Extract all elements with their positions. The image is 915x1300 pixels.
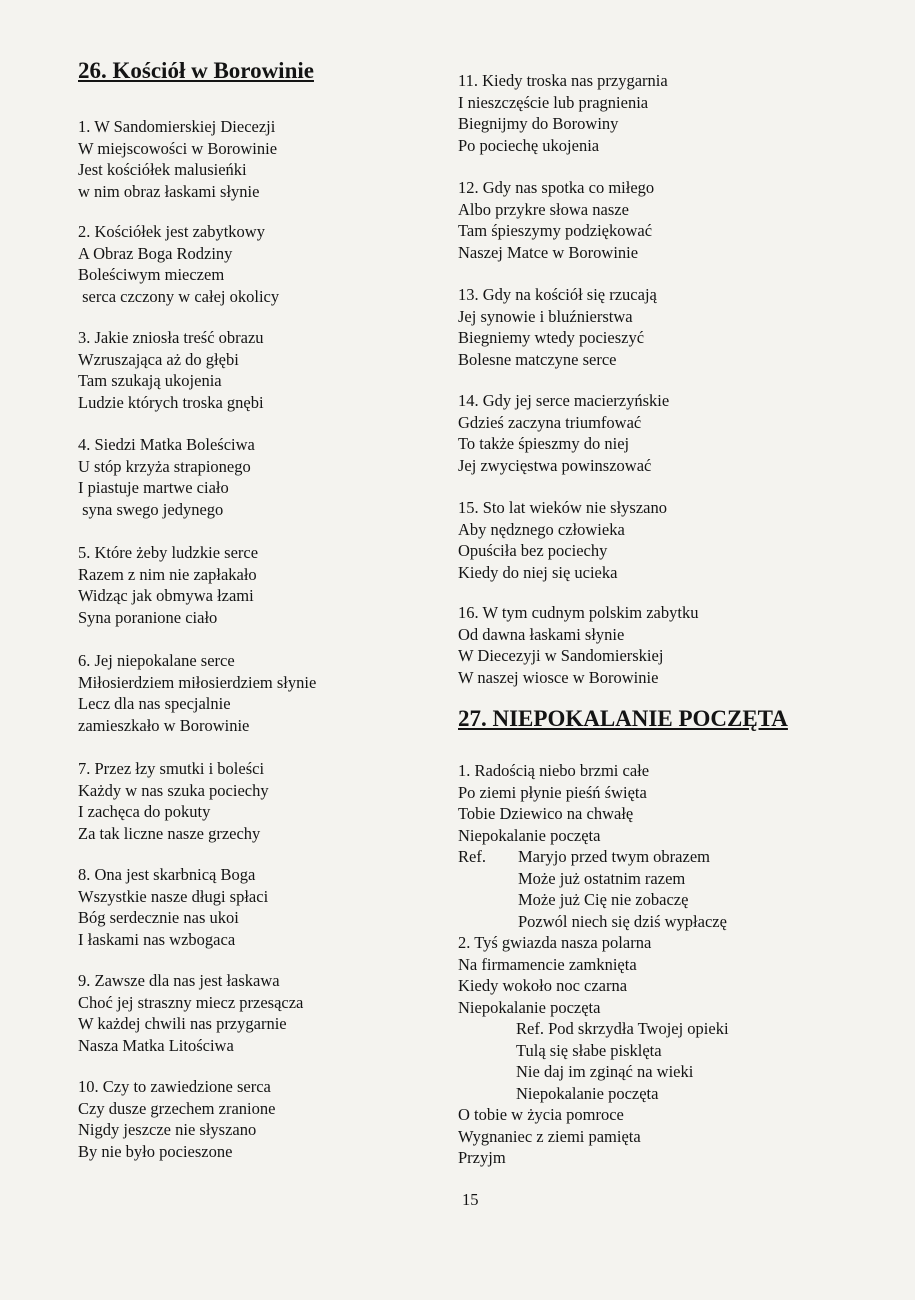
verse-line: syna swego jedynego <box>78 499 224 519</box>
verse-line: Tulą się słabe pisklęta <box>516 1040 662 1060</box>
verse-line: 9. Zawsze dla nas jest łaskawa <box>78 971 280 990</box>
verse-line: I łaskami nas wzbogaca <box>78 929 236 949</box>
verse-line: 6. Jej niepokalane serce <box>78 651 235 670</box>
verse-line: Wszystkie nasze długi spłaci <box>78 886 269 906</box>
verse-line: Naszej Matce w Borowinie <box>458 242 639 262</box>
song-26-title: 26. Kościół w Borowinie <box>78 58 314 83</box>
verse-line: Kiedy do niej się ucieka <box>458 562 618 582</box>
verse-line: 14. Gdy jej serce macierzyńskie <box>458 391 670 410</box>
verse-line: 2. Kościółek jest zabytkowy <box>78 222 265 241</box>
verse-line: I piastuje martwe ciało <box>78 478 229 497</box>
verse-line: Opuściła bez pociechy <box>458 541 608 560</box>
stanza-9 <box>78 970 303 1056</box>
verse-line: Każdy w nas szuka pociechy <box>78 780 269 800</box>
verse-line: Maryjo przed twym obrazem <box>518 847 710 866</box>
verse-line: 1. W Sandomierskiej Diecezji <box>78 117 276 136</box>
verse-line: Lecz dla nas specjalnie <box>78 694 231 713</box>
verse-line: 4. Siedzi Matka Boleściwa <box>78 435 255 454</box>
stanza-3 <box>78 327 264 413</box>
refrain-label: Ref. <box>458 847 486 866</box>
verse-line: Gdzieś zaczyna triumfować <box>458 412 642 432</box>
verse-line: Na firmamencie zamknięta <box>458 954 637 974</box>
verse-line: Tam śpieszymy podziękować <box>458 221 653 240</box>
song-27-refrain-2 <box>458 1018 729 1104</box>
verse-line: 13. Gdy na kościół się rzucają <box>458 285 657 304</box>
verse-line: Od dawna łaskami słynie <box>458 624 625 644</box>
verse-line: Widząc jak obmywa łzami <box>78 586 254 605</box>
verse-line: Może już ostatnim razem <box>518 868 686 888</box>
verse-line: Boleściwym mieczem <box>78 265 225 284</box>
verse-line: O tobie w życia pomroce <box>458 1105 624 1124</box>
verse-line: 15. Sto lat wieków nie słyszano <box>458 498 667 517</box>
verse-line: w nim obraz łaskami słynie <box>78 181 260 201</box>
verse-line: Bóg serdecznie nas ukoi <box>78 908 239 927</box>
verse-line: Czy dusze grzechem zranione <box>78 1098 276 1118</box>
verse-line: serca czczony w całej okolicy <box>78 286 280 306</box>
verse-line: Przyjm <box>458 1148 506 1167</box>
verse-line: Za tak liczne nasze grzechy <box>78 823 261 843</box>
verse-line: 3. Jakie zniosła treść obrazu <box>78 328 264 347</box>
stanza-1 <box>78 116 277 202</box>
verse-line: Niepokalanie poczęta <box>516 1083 659 1103</box>
stanza-2 <box>78 221 279 307</box>
song-27-refrain-1 <box>458 846 727 932</box>
verse-line: W każdej chwili nas przygarnie <box>78 1014 287 1033</box>
verse-line: Bolesne matczyne serce <box>458 349 617 369</box>
verse-line: W naszej wiosce w Borowinie <box>458 667 659 687</box>
verse-line: 16. W tym cudnym polskim zabytku <box>458 603 699 622</box>
verse-line: Tobie Dziewico na chwałę <box>458 804 634 823</box>
verse-line: Nigdy jeszcze nie słyszano <box>78 1120 257 1139</box>
verse-line: Ref. Pod skrzydła Twojej opieki <box>516 1019 729 1038</box>
verse-line: Niepokalanie poczęta <box>458 997 601 1017</box>
verse-line: Albo przykre słowa nasze <box>458 199 629 219</box>
verse-line: Po pociechę ukojenia <box>458 135 600 155</box>
verse-line: 1. Radością niebo brzmi całe <box>458 761 650 780</box>
stanza-7 <box>78 758 269 844</box>
verse-line: Syna poranione ciało <box>78 607 218 627</box>
stanza-15 <box>458 497 667 583</box>
verse-line: zamieszkało w Borowinie <box>78 715 250 735</box>
verse-line: Wygnaniec z ziemi pamięta <box>458 1126 641 1146</box>
verse-line: By nie było pocieszone <box>78 1141 233 1161</box>
verse-line: Biegnijmy do Borowiny <box>458 114 619 133</box>
verse-line: Może już Cię nie zobaczę <box>518 890 689 909</box>
stanza-5 <box>78 542 258 628</box>
verse-line: 7. Przez łzy smutki i boleści <box>78 759 265 778</box>
stanza-11 <box>458 70 668 156</box>
stanza-16 <box>458 602 698 688</box>
verse-line: Nasza Matka Litościwa <box>78 1035 234 1055</box>
song-27-title: 27. NIEPOKALANIE POCZĘTA <box>458 706 788 731</box>
verse-line: Choć jej straszny miecz przesącza <box>78 992 304 1012</box>
verse-line: 8. Ona jest skarbnicą Boga <box>78 865 256 884</box>
stanza-10 <box>78 1076 275 1162</box>
verse-line: Aby nędznego człowieka <box>458 519 625 539</box>
verse-line: 11. Kiedy troska nas przygarnia <box>458 71 668 90</box>
verse-line: Jej zwycięstwa powinszować <box>458 455 652 475</box>
verse-line: Kiedy wokoło noc czarna <box>458 976 628 995</box>
page-number: 15 <box>462 1190 479 1209</box>
verse-line: 12. Gdy nas spotka co miłego <box>458 178 655 197</box>
verse-line: W miejscowości w Borowinie <box>78 138 278 158</box>
stanza-4 <box>78 434 255 520</box>
verse-line: Wzruszająca aż do głębi <box>78 349 239 369</box>
verse-line: I zachęca do pokuty <box>78 802 211 821</box>
verse-line: 5. Które żeby ludzkie serce <box>78 543 259 562</box>
verse-line: Razem z nim nie zapłakało <box>78 564 257 584</box>
verse-line: Jej synowie i bluźnierstwa <box>458 306 633 326</box>
verse-line: Nie daj im zginąć na wieki <box>516 1062 694 1081</box>
verse-line: W Diecezyji w Sandomierskiej <box>458 646 664 665</box>
stanza-8 <box>78 864 268 950</box>
stanza-13 <box>458 284 657 370</box>
song-27-stanza-1 <box>458 760 649 846</box>
verse-line: Biegniemy wtedy pocieszyć <box>458 328 645 347</box>
verse-line: I nieszczęście lub pragnienia <box>458 92 649 112</box>
verse-line: Jest kościółek malusieńki <box>78 160 247 179</box>
verse-line: Po ziemi płynie pieśń święta <box>458 782 647 802</box>
verse-line: To także śpieszmy do niej <box>458 434 630 453</box>
verse-line: Ludzie których troska gnębi <box>78 392 264 412</box>
verse-line: A Obraz Boga Rodziny <box>78 243 233 263</box>
song-27-stanza-2 <box>458 932 651 1018</box>
stanza-12 <box>458 177 654 263</box>
verse-line: 2. Tyś gwiazda nasza polarna <box>458 933 652 952</box>
stanza-14 <box>458 390 669 476</box>
verse-line: Miłosierdziem miłosierdziem słynie <box>78 672 317 692</box>
verse-line: Niepokalanie poczęta <box>458 825 601 845</box>
song-27-stanza-3 <box>458 1104 641 1169</box>
stanza-6 <box>78 650 316 736</box>
verse-line: 10. Czy to zawiedzione serca <box>78 1077 271 1096</box>
verse-line: Tam szukają ukojenia <box>78 371 222 390</box>
verse-line: Pozwól niech się dziś wypłaczę <box>518 911 727 931</box>
verse-line: U stóp krzyża strapionego <box>78 456 251 476</box>
